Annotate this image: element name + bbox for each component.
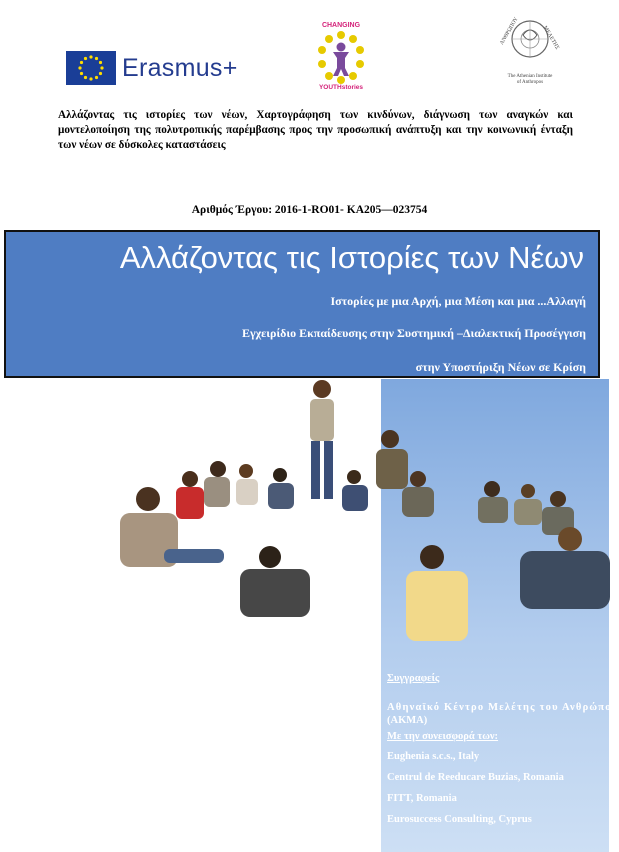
project-number: Αριθμός Έργου: 2016-1-RO01- KA205—023754	[191, 204, 428, 216]
akma-caption	[495, 74, 565, 86]
changing-bottom-text: YOUTHstories	[318, 84, 364, 91]
subtitle-line-3: στην Υποστήριξη Νέων σε Κρίση	[415, 360, 586, 374]
subtitle-line-2: Εγχειρίδιο Εκπαίδευσης στην Συστημική –Διαλεκτική Προσέγγιση	[242, 326, 586, 340]
title-banner	[4, 230, 600, 378]
subtitle-line-1: Ιστορίες με μια Αρχή, μια Μέση και μια ...Αλλαγή	[330, 294, 586, 308]
akma-right-text: ΜΕΛΕΤΗΣ	[541, 25, 561, 51]
contributors-heading: Με την συνεισφορά των:	[387, 731, 499, 742]
akma-caption-line2: of Anthropos	[516, 80, 544, 85]
akma-left-text: ΑΝΘΡΩΠΟΥ	[499, 16, 520, 46]
erasmus-label: Erasmus+	[122, 53, 238, 82]
contributor-3: FITT, Romania	[387, 793, 457, 804]
akma-caption-line1: The Athenian Institute	[507, 74, 553, 79]
contributor-1: Eughenia s.c.s., Italy	[387, 751, 480, 762]
seated-group	[120, 430, 610, 641]
project-subtitle: Αλλάζοντας τις ιστορίες των νέων, Χαρτογράφηση των κινδύνων, διάγνωση των αναγκών και μοντελοποίηση της πολυτροπικής παρέμβασης προς την προσωπική ανάπτυξη και την κοινωνική ένταξη των νέων σε δύσκολες καταστάσεις	[58, 109, 573, 151]
credits-block	[387, 672, 619, 826]
author-line-2: (ΑΚΜΑ)	[387, 715, 428, 726]
authors-heading: Συγγραφείς	[387, 673, 440, 684]
youth-circle-photo	[100, 379, 619, 659]
author-line-1: Αθηναϊκό Κέντρο Μελέτης του Ανθρώπου	[387, 702, 619, 713]
main-title: Αλλάζοντας τις Ιστορίες των Νέων	[119, 240, 584, 275]
standing-person	[310, 380, 334, 499]
changing-youth-stories-logo	[305, 22, 377, 94]
changing-top-text: CHANGING	[321, 22, 361, 29]
contributor-4: Eurosuccess Consulting, Cyprus	[387, 814, 532, 825]
contributor-2: Centrul de Reeducare Buzias, Romania	[387, 772, 564, 783]
erasmus-logo	[66, 51, 238, 85]
akma-logo	[495, 15, 565, 86]
eu-flag-icon	[66, 51, 116, 85]
